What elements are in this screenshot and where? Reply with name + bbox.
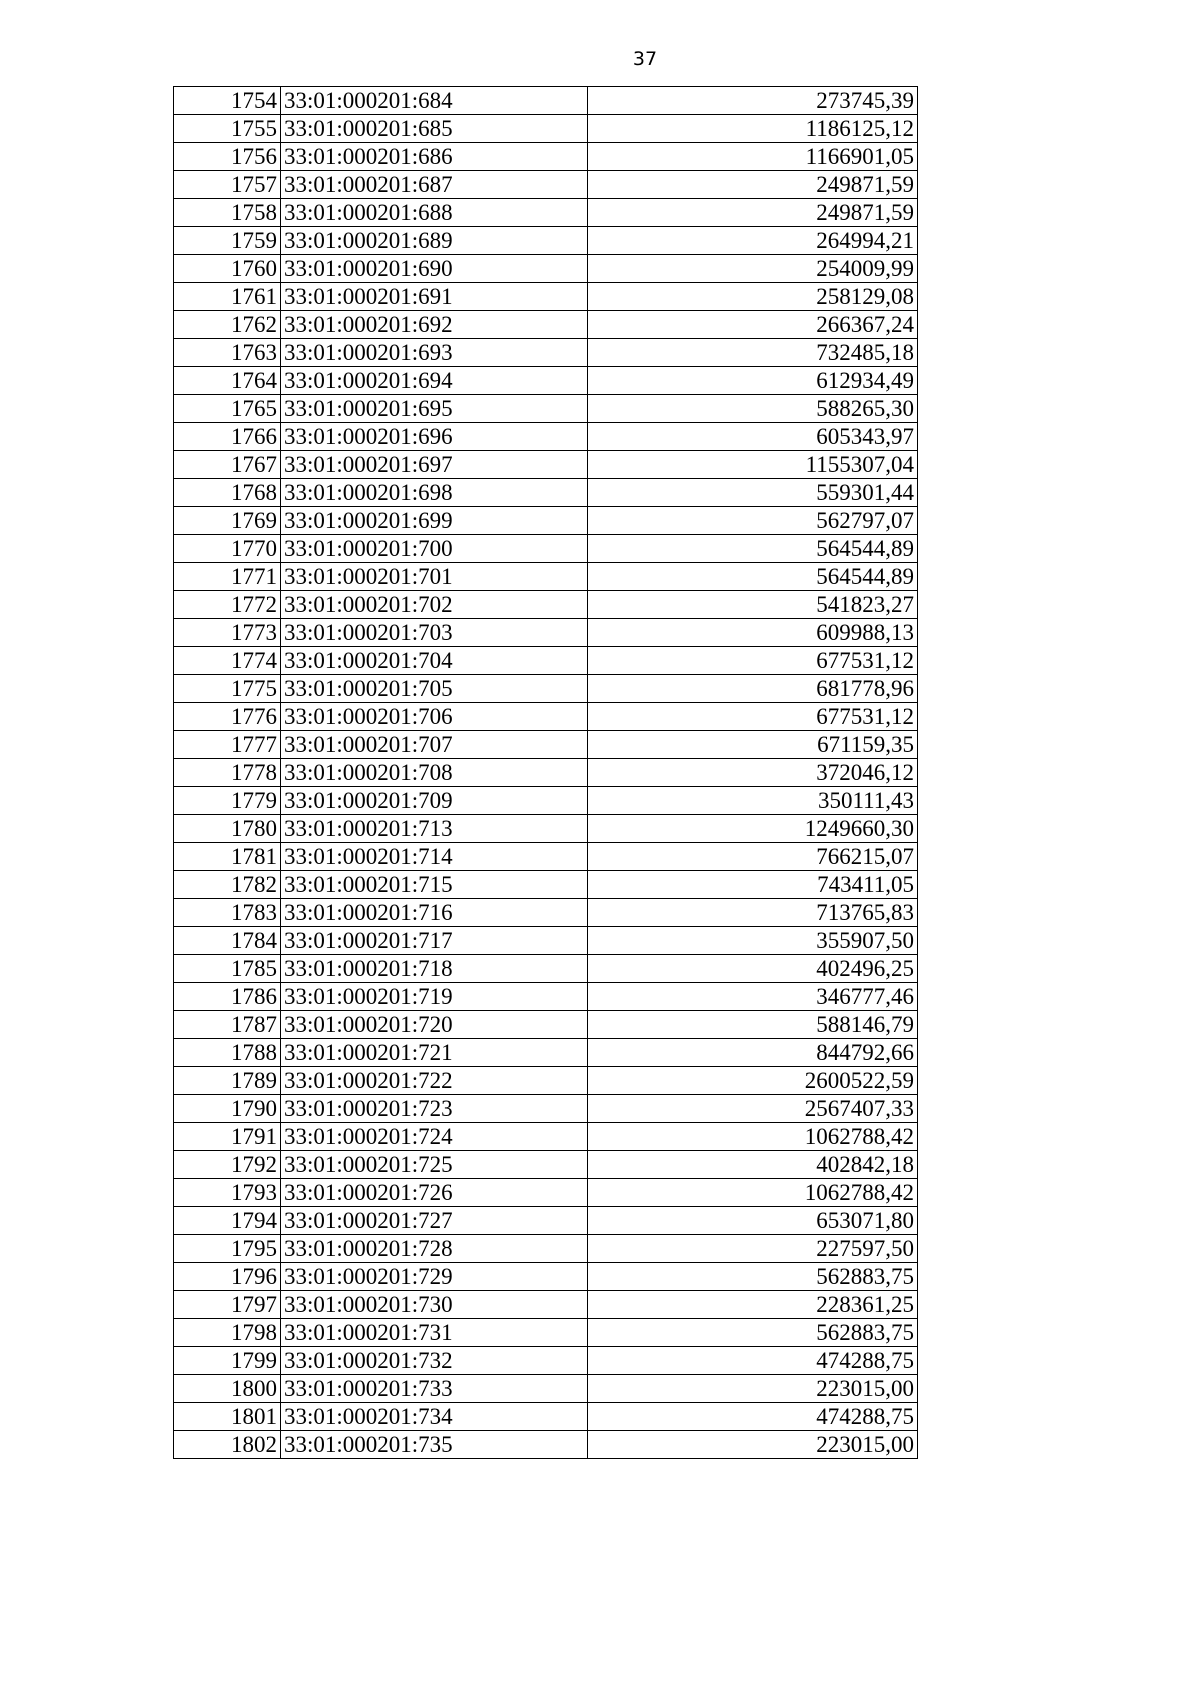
row-number-cell: 1787 xyxy=(174,1011,281,1039)
row-number-cell: 1774 xyxy=(174,647,281,675)
cadastral-number-cell: 33:01:000201:708 xyxy=(281,759,588,787)
cadastral-number-cell: 33:01:000201:725 xyxy=(281,1151,588,1179)
cadastral-number-cell: 33:01:000201:726 xyxy=(281,1179,588,1207)
cadastral-value-cell: 681778,96 xyxy=(588,675,918,703)
table-row xyxy=(174,675,918,703)
table-row xyxy=(174,367,918,395)
row-number-cell: 1760 xyxy=(174,255,281,283)
table-row xyxy=(174,619,918,647)
cadastral-number-cell: 33:01:000201:693 xyxy=(281,339,588,367)
row-number-cell: 1791 xyxy=(174,1123,281,1151)
cadastral-value-cell: 559301,44 xyxy=(588,479,918,507)
row-number-cell: 1762 xyxy=(174,311,281,339)
cadastral-value-cell: 677531,12 xyxy=(588,703,918,731)
cadastral-number-cell: 33:01:000201:713 xyxy=(281,815,588,843)
row-number-cell: 1783 xyxy=(174,899,281,927)
cadastral-number-cell: 33:01:000201:689 xyxy=(281,227,588,255)
cadastral-value-cell: 223015,00 xyxy=(588,1431,918,1459)
row-number-cell: 1770 xyxy=(174,535,281,563)
table-row xyxy=(174,591,918,619)
cadastral-number-cell: 33:01:000201:685 xyxy=(281,115,588,143)
table-row xyxy=(174,1291,918,1319)
cadastral-number-cell: 33:01:000201:719 xyxy=(281,983,588,1011)
cadastral-number-cell: 33:01:000201:728 xyxy=(281,1235,588,1263)
table-row xyxy=(174,283,918,311)
cadastral-value-cell: 564544,89 xyxy=(588,535,918,563)
cadastral-number-cell: 33:01:000201:690 xyxy=(281,255,588,283)
cadastral-number-cell: 33:01:000201:717 xyxy=(281,927,588,955)
row-number-cell: 1794 xyxy=(174,1207,281,1235)
table-row xyxy=(174,115,918,143)
cadastral-number-cell: 33:01:000201:704 xyxy=(281,647,588,675)
cadastral-value-cell: 474288,75 xyxy=(588,1403,918,1431)
cadastral-value-cell: 588265,30 xyxy=(588,395,918,423)
table-row xyxy=(174,451,918,479)
cadastral-value-cell: 612934,49 xyxy=(588,367,918,395)
cadastral-number-cell: 33:01:000201:696 xyxy=(281,423,588,451)
table-row xyxy=(174,955,918,983)
table-row xyxy=(174,199,918,227)
table-row xyxy=(174,423,918,451)
cadastral-number-cell: 33:01:000201:687 xyxy=(281,171,588,199)
cadastral-number-cell: 33:01:000201:688 xyxy=(281,199,588,227)
cadastral-value-cell: 671159,35 xyxy=(588,731,918,759)
cadastral-value-cell: 2600522,59 xyxy=(588,1067,918,1095)
row-number-cell: 1773 xyxy=(174,619,281,647)
row-number-cell: 1764 xyxy=(174,367,281,395)
row-number-cell: 1797 xyxy=(174,1291,281,1319)
table-row xyxy=(174,787,918,815)
table-row xyxy=(174,647,918,675)
cadastral-number-cell: 33:01:000201:702 xyxy=(281,591,588,619)
cadastral-value-cell: 350111,43 xyxy=(588,787,918,815)
table-row xyxy=(174,1179,918,1207)
cadastral-value-cell: 605343,97 xyxy=(588,423,918,451)
cadastral-value-cell: 249871,59 xyxy=(588,171,918,199)
table-row xyxy=(174,171,918,199)
row-number-cell: 1777 xyxy=(174,731,281,759)
cadastral-value-cell: 677531,12 xyxy=(588,647,918,675)
table-row xyxy=(174,1123,918,1151)
table-row xyxy=(174,311,918,339)
cadastral-number-cell: 33:01:000201:730 xyxy=(281,1291,588,1319)
cadastral-value-cell: 743411,05 xyxy=(588,871,918,899)
cadastral-value-cell: 372046,12 xyxy=(588,759,918,787)
cadastral-value-cell: 1249660,30 xyxy=(588,815,918,843)
table-row xyxy=(174,507,918,535)
cadastral-number-cell: 33:01:000201:729 xyxy=(281,1263,588,1291)
row-number-cell: 1780 xyxy=(174,815,281,843)
cadastral-value-table xyxy=(173,86,918,1459)
cadastral-value-cell: 564544,89 xyxy=(588,563,918,591)
cadastral-value-cell: 254009,99 xyxy=(588,255,918,283)
cadastral-number-cell: 33:01:000201:698 xyxy=(281,479,588,507)
cadastral-number-cell: 33:01:000201:700 xyxy=(281,535,588,563)
table-row xyxy=(174,479,918,507)
table-body xyxy=(174,87,918,1459)
cadastral-number-cell: 33:01:000201:724 xyxy=(281,1123,588,1151)
cadastral-number-cell: 33:01:000201:714 xyxy=(281,843,588,871)
table-row xyxy=(174,1263,918,1291)
cadastral-value-cell: 474288,75 xyxy=(588,1347,918,1375)
cadastral-number-cell: 33:01:000201:705 xyxy=(281,675,588,703)
table-row xyxy=(174,395,918,423)
row-number-cell: 1785 xyxy=(174,955,281,983)
cadastral-value-cell: 713765,83 xyxy=(588,899,918,927)
table-row xyxy=(174,1067,918,1095)
cadastral-number-cell: 33:01:000201:716 xyxy=(281,899,588,927)
row-number-cell: 1786 xyxy=(174,983,281,1011)
row-number-cell: 1788 xyxy=(174,1039,281,1067)
cadastral-value-cell: 766215,07 xyxy=(588,843,918,871)
cadastral-number-cell: 33:01:000201:731 xyxy=(281,1319,588,1347)
cadastral-number-cell: 33:01:000201:701 xyxy=(281,563,588,591)
cadastral-value-cell: 2567407,33 xyxy=(588,1095,918,1123)
cadastral-value-cell: 402496,25 xyxy=(588,955,918,983)
cadastral-number-cell: 33:01:000201:721 xyxy=(281,1039,588,1067)
row-number-cell: 1796 xyxy=(174,1263,281,1291)
row-number-cell: 1792 xyxy=(174,1151,281,1179)
table-row xyxy=(174,339,918,367)
row-number-cell: 1802 xyxy=(174,1431,281,1459)
cadastral-value-cell: 264994,21 xyxy=(588,227,918,255)
table-row xyxy=(174,143,918,171)
row-number-cell: 1769 xyxy=(174,507,281,535)
cadastral-value-cell: 273745,39 xyxy=(588,87,918,115)
cadastral-value-cell: 562883,75 xyxy=(588,1319,918,1347)
cadastral-number-cell: 33:01:000201:732 xyxy=(281,1347,588,1375)
table-row xyxy=(174,1095,918,1123)
row-number-cell: 1778 xyxy=(174,759,281,787)
cadastral-value-cell: 227597,50 xyxy=(588,1235,918,1263)
table-row xyxy=(174,1375,918,1403)
table-row xyxy=(174,899,918,927)
cadastral-value-cell: 258129,08 xyxy=(588,283,918,311)
table-row xyxy=(174,815,918,843)
row-number-cell: 1779 xyxy=(174,787,281,815)
row-number-cell: 1799 xyxy=(174,1347,281,1375)
row-number-cell: 1789 xyxy=(174,1067,281,1095)
cadastral-value-cell: 266367,24 xyxy=(588,311,918,339)
table-row xyxy=(174,1347,918,1375)
table-row xyxy=(174,703,918,731)
cadastral-number-cell: 33:01:000201:707 xyxy=(281,731,588,759)
table-row xyxy=(174,535,918,563)
table-row xyxy=(174,1151,918,1179)
row-number-cell: 1784 xyxy=(174,927,281,955)
cadastral-value-cell: 1062788,42 xyxy=(588,1179,918,1207)
cadastral-number-cell: 33:01:000201:735 xyxy=(281,1431,588,1459)
page-number: 37 xyxy=(632,48,658,70)
cadastral-number-cell: 33:01:000201:723 xyxy=(281,1095,588,1123)
row-number-cell: 1755 xyxy=(174,115,281,143)
cadastral-number-cell: 33:01:000201:697 xyxy=(281,451,588,479)
cadastral-value-cell: 402842,18 xyxy=(588,1151,918,1179)
table-row xyxy=(174,1431,918,1459)
cadastral-number-cell: 33:01:000201:691 xyxy=(281,283,588,311)
cadastral-number-cell: 33:01:000201:684 xyxy=(281,87,588,115)
cadastral-number-cell: 33:01:000201:706 xyxy=(281,703,588,731)
row-number-cell: 1766 xyxy=(174,423,281,451)
cadastral-number-cell: 33:01:000201:734 xyxy=(281,1403,588,1431)
cadastral-value-cell: 562883,75 xyxy=(588,1263,918,1291)
table-row xyxy=(174,1403,918,1431)
table-row xyxy=(174,927,918,955)
row-number-cell: 1793 xyxy=(174,1179,281,1207)
row-number-cell: 1767 xyxy=(174,451,281,479)
table-row xyxy=(174,1207,918,1235)
table-row xyxy=(174,759,918,787)
table-row xyxy=(174,843,918,871)
cadastral-number-cell: 33:01:000201:703 xyxy=(281,619,588,647)
cadastral-number-cell: 33:01:000201:722 xyxy=(281,1067,588,1095)
cadastral-value-cell: 844792,66 xyxy=(588,1039,918,1067)
cadastral-value-cell: 732485,18 xyxy=(588,339,918,367)
cadastral-number-cell: 33:01:000201:694 xyxy=(281,367,588,395)
table-row xyxy=(174,871,918,899)
cadastral-value-cell: 228361,25 xyxy=(588,1291,918,1319)
cadastral-value-cell: 355907,50 xyxy=(588,927,918,955)
table-row xyxy=(174,1235,918,1263)
cadastral-value-cell: 653071,80 xyxy=(588,1207,918,1235)
cadastral-number-cell: 33:01:000201:720 xyxy=(281,1011,588,1039)
cadastral-value-cell: 346777,46 xyxy=(588,983,918,1011)
cadastral-number-cell: 33:01:000201:709 xyxy=(281,787,588,815)
cadastral-value-cell: 588146,79 xyxy=(588,1011,918,1039)
row-number-cell: 1782 xyxy=(174,871,281,899)
row-number-cell: 1765 xyxy=(174,395,281,423)
table-row xyxy=(174,983,918,1011)
cadastral-number-cell: 33:01:000201:699 xyxy=(281,507,588,535)
table-row xyxy=(174,255,918,283)
cadastral-number-cell: 33:01:000201:718 xyxy=(281,955,588,983)
cadastral-number-cell: 33:01:000201:686 xyxy=(281,143,588,171)
table-row xyxy=(174,1319,918,1347)
row-number-cell: 1795 xyxy=(174,1235,281,1263)
cadastral-number-cell: 33:01:000201:733 xyxy=(281,1375,588,1403)
row-number-cell: 1772 xyxy=(174,591,281,619)
cadastral-number-cell: 33:01:000201:692 xyxy=(281,311,588,339)
row-number-cell: 1775 xyxy=(174,675,281,703)
cadastral-value-cell: 1166901,05 xyxy=(588,143,918,171)
table-row xyxy=(174,1039,918,1067)
cadastral-value-cell: 609988,13 xyxy=(588,619,918,647)
table-row xyxy=(174,731,918,759)
row-number-cell: 1800 xyxy=(174,1375,281,1403)
row-number-cell: 1754 xyxy=(174,87,281,115)
table-row xyxy=(174,1011,918,1039)
table-row xyxy=(174,227,918,255)
row-number-cell: 1763 xyxy=(174,339,281,367)
row-number-cell: 1761 xyxy=(174,283,281,311)
cadastral-value-cell: 223015,00 xyxy=(588,1375,918,1403)
row-number-cell: 1756 xyxy=(174,143,281,171)
row-number-cell: 1757 xyxy=(174,171,281,199)
row-number-cell: 1768 xyxy=(174,479,281,507)
cadastral-number-cell: 33:01:000201:695 xyxy=(281,395,588,423)
row-number-cell: 1776 xyxy=(174,703,281,731)
row-number-cell: 1790 xyxy=(174,1095,281,1123)
cadastral-number-cell: 33:01:000201:715 xyxy=(281,871,588,899)
table-row xyxy=(174,563,918,591)
row-number-cell: 1798 xyxy=(174,1319,281,1347)
cadastral-value-cell: 249871,59 xyxy=(588,199,918,227)
cadastral-number-cell: 33:01:000201:727 xyxy=(281,1207,588,1235)
row-number-cell: 1758 xyxy=(174,199,281,227)
cadastral-value-cell: 1062788,42 xyxy=(588,1123,918,1151)
row-number-cell: 1781 xyxy=(174,843,281,871)
table-row xyxy=(174,87,918,115)
row-number-cell: 1771 xyxy=(174,563,281,591)
cadastral-value-cell: 1155307,04 xyxy=(588,451,918,479)
cadastral-value-cell: 1186125,12 xyxy=(588,115,918,143)
cadastral-value-cell: 562797,07 xyxy=(588,507,918,535)
cadastral-value-cell: 541823,27 xyxy=(588,591,918,619)
row-number-cell: 1759 xyxy=(174,227,281,255)
row-number-cell: 1801 xyxy=(174,1403,281,1431)
